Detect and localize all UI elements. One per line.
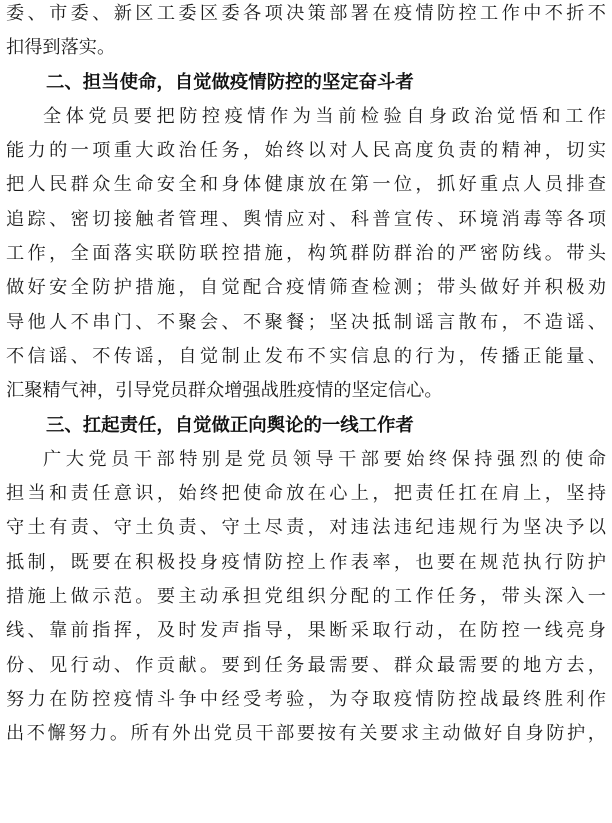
section-heading-2: 二、担当使命，自觉做疫情防控的坚定奋斗者: [46, 71, 414, 93]
paragraph-line: 汇聚精气神，引导党员群众增强战胜疫情的坚定信心。: [6, 380, 443, 402]
paragraph-1: [6, 0, 606, 66]
paragraph-line: 线、靠前指挥，及时发声指导，果断采取行动，在防控一线亮身: [6, 620, 606, 642]
paragraph-line: 全体党员要把防控疫情作为当前检验自身政治觉悟和工作: [43, 105, 606, 127]
paragraph-line: 能力的一项重大政治任务，始终以对人民高度负责的精神，切实: [6, 140, 606, 162]
paragraph-line: 措施上做示范。要主动承担党组织分配的工作任务，带头深入一: [6, 586, 606, 608]
document-page: [6, 0, 606, 752]
paragraph-line: 导他人不串门、不聚会、不聚餐；坚决抵制谣言散布，不造谣、: [6, 311, 606, 333]
paragraph-3: [6, 443, 606, 752]
paragraph-line: 不信谣、不传谣，自觉制止发布不实信息的行为，传播正能量、: [6, 345, 606, 367]
paragraph-line: 广大党员干部特别是党员领导干部要始终保持强烈的使命: [43, 448, 606, 470]
paragraph-line: 把人民群众生命安全和身体健康放在第一位，抓好重点人员排查: [6, 174, 606, 196]
paragraph-line: 努力在防控疫情斗争中经受考验，为夺取疫情防控战最终胜利作: [6, 688, 606, 710]
paragraph-line: 工作，全面落实联防联控措施，构筑群防群治的严密防线。带头: [6, 243, 606, 265]
paragraph-line: 出不懈努力。所有外出党员干部要按有关要求主动做好自身防护，: [6, 723, 606, 745]
paragraph-line: 追踪、密切接触者管理、舆情应对、科普宣传、环境消毒等各项: [6, 208, 606, 230]
paragraph-line: 担当和责任意识，始终把使命放在心上，把责任扛在肩上，坚持: [6, 483, 606, 505]
paragraph-2: [6, 100, 606, 409]
paragraph-line: 扣得到落实。: [6, 37, 116, 59]
paragraph-line: 份、见行动、作贡献。要到任务最需要、群众最需要的地方去，: [6, 654, 606, 676]
paragraph-line: 做好安全防护措施，自觉配合疫情筛查检测；带头做好并积极劝: [6, 277, 606, 299]
paragraph-line: 委、市委、新区工委区委各项决策部署在疫情防控工作中不折不: [6, 3, 606, 24]
paragraph-line: 抵制，既要在积极投身疫情防控上作表率，也要在规范执行防护: [6, 551, 606, 573]
paragraph-line: 守土有责、守土负责、守土尽责，对违法违纪违规行为坚决予以: [6, 517, 606, 539]
section-heading-3: 三、扛起责任，自觉做正向舆论的一线工作者: [46, 414, 414, 436]
